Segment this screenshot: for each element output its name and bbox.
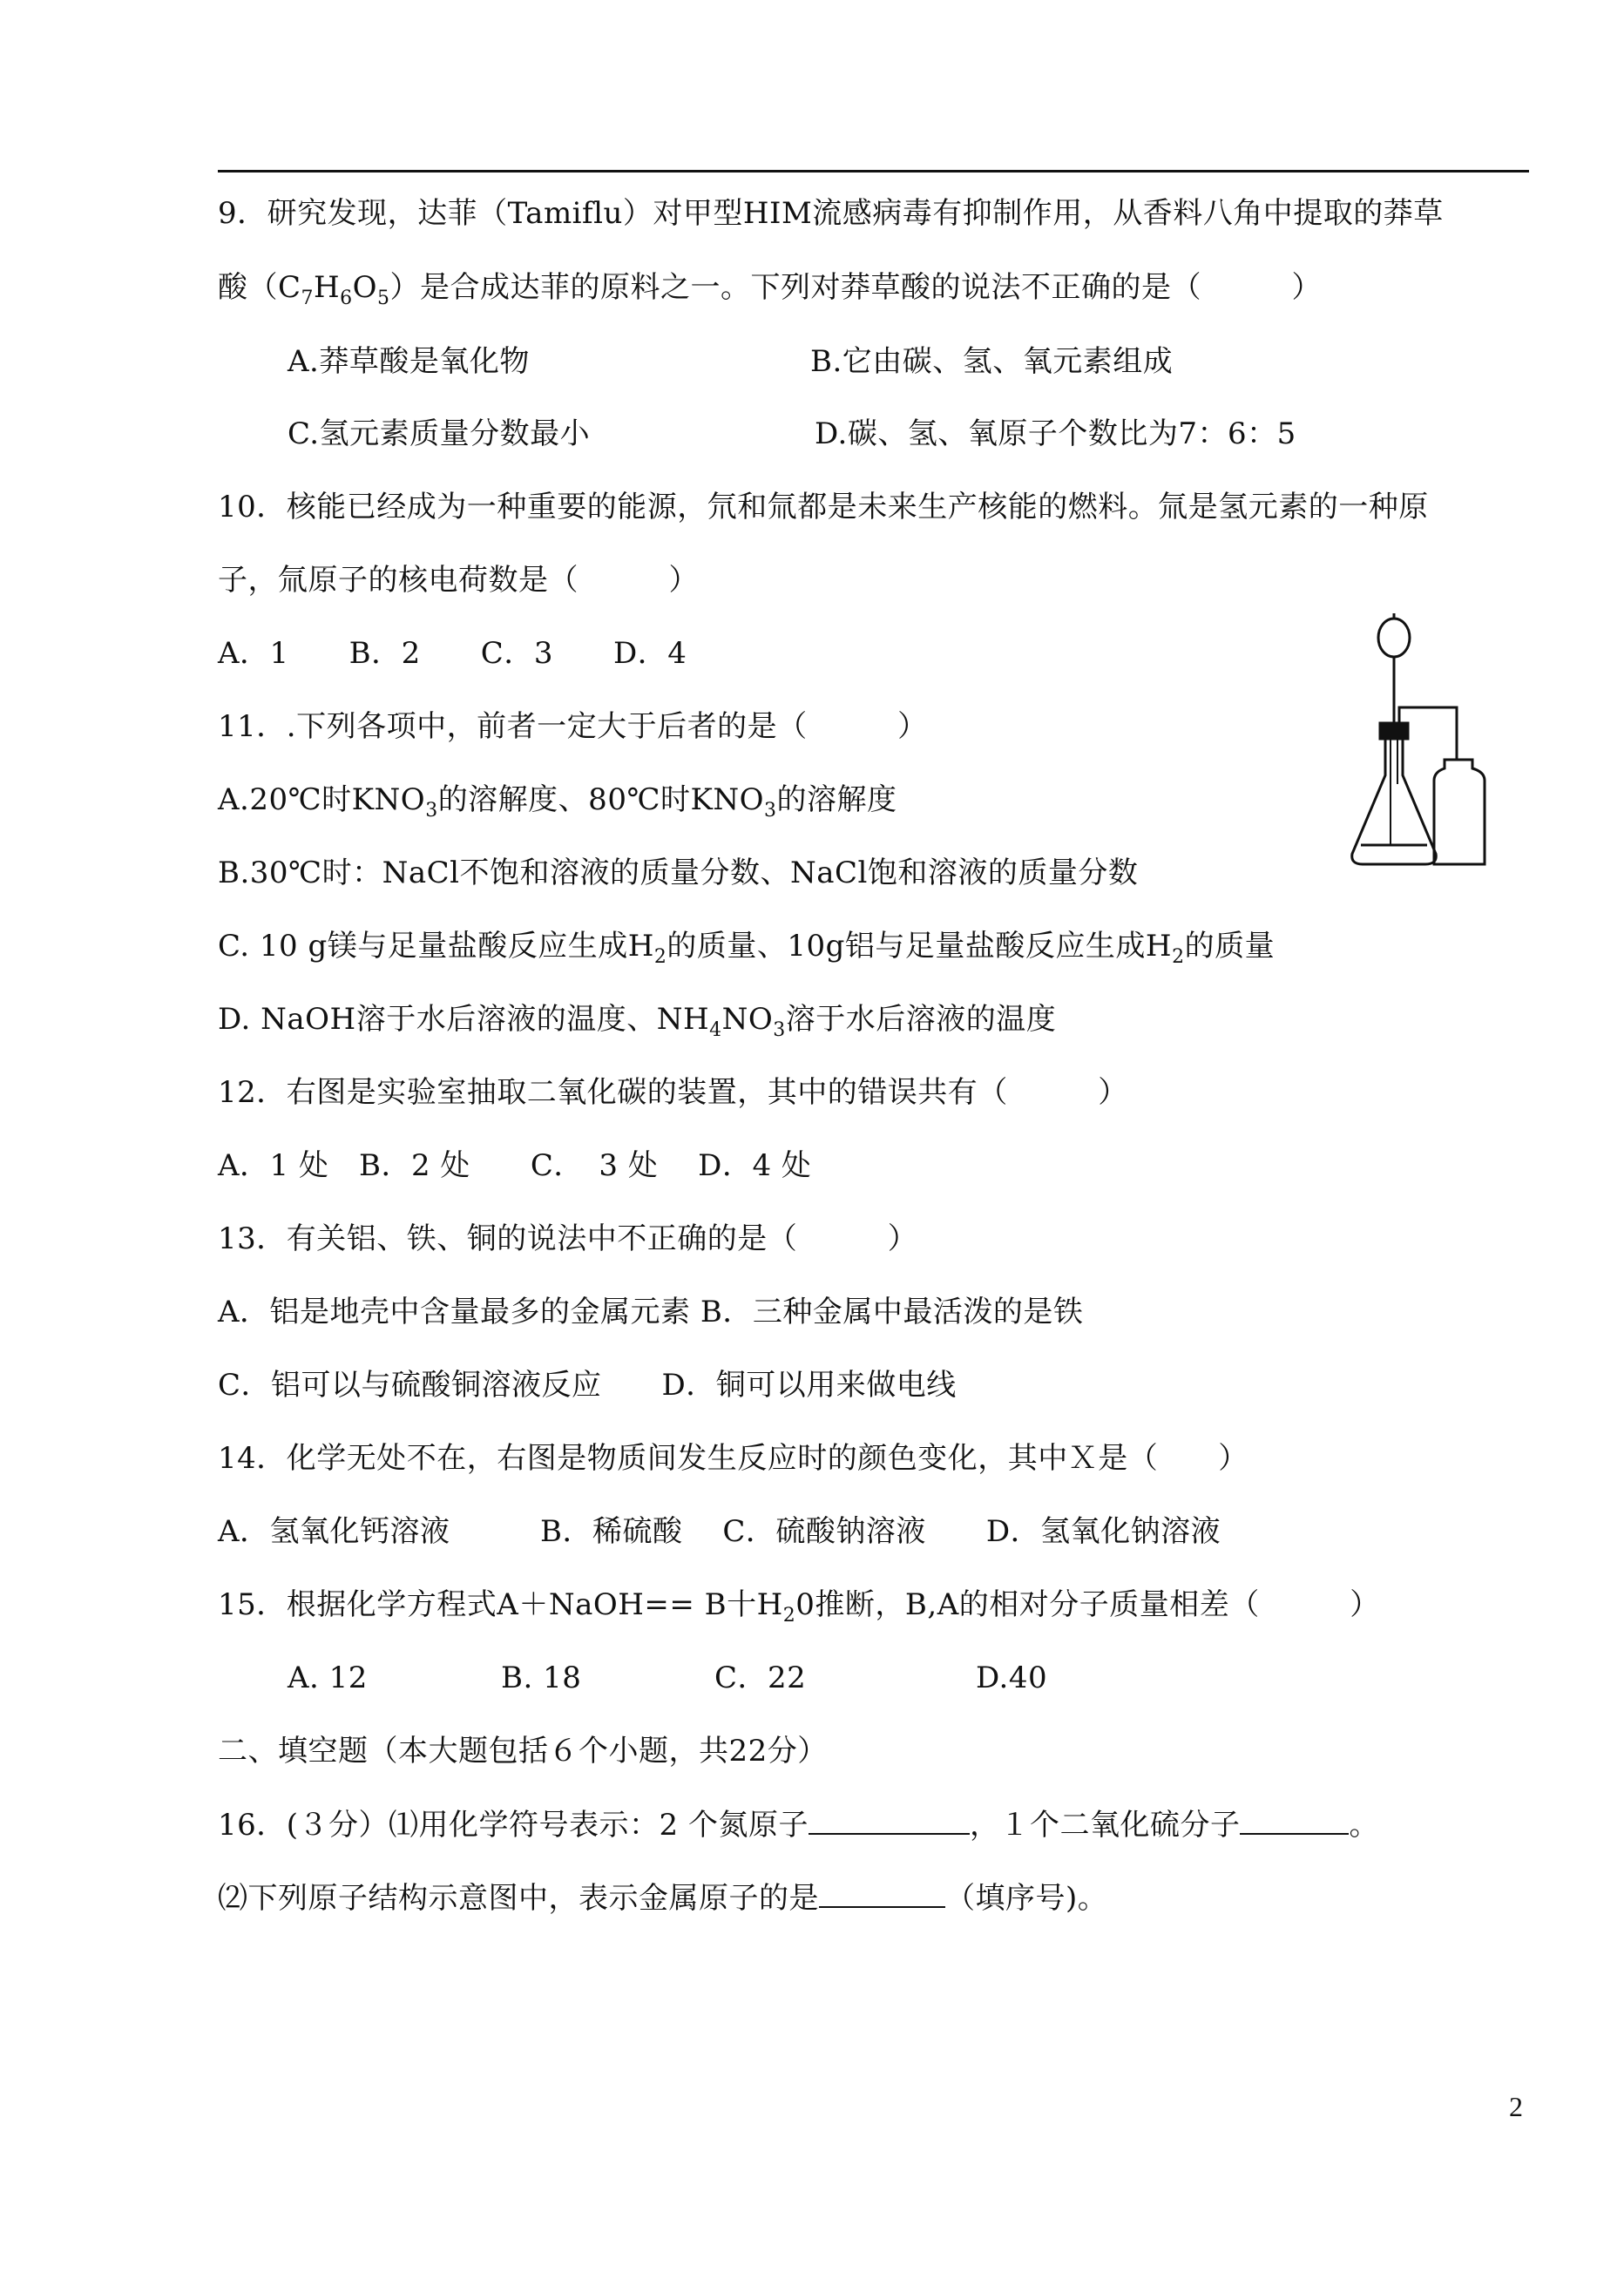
q11-a-part2: 的溶解度、80℃时KNO — [437, 782, 765, 817]
q9-option-d — [815, 416, 1296, 451]
q9-formula-pre: 酸（C — [218, 270, 301, 305]
q16-part4-text: （填序号)。 — [945, 1881, 1108, 1916]
section-2-title-text: 二、填空题（本大题包括６个小题，共22分） — [218, 1734, 828, 1769]
section-2-title — [218, 1734, 828, 1769]
q9-sub-5: 5 — [377, 287, 390, 309]
q10-line2 — [218, 563, 699, 598]
q9-sub-6: 6 — [340, 287, 353, 309]
q9-option-c — [288, 416, 590, 451]
q11-stem-text: 11．.下列各项中，前者一定大于后者的是（ ） — [218, 709, 928, 744]
q11-d-part3: 溶于水后溶液的温度 — [785, 1002, 1057, 1037]
q15-stem-part1: 15．根据化学方程式A＋NaOH== B十H — [218, 1587, 783, 1622]
q14-stem — [218, 1441, 1248, 1476]
q12-stem-text: 12．右图是实验室抽取二氧化碳的装置，其中的错误共有（ ） — [218, 1075, 1128, 1110]
q9-option-d-text: D.碳、氢、氧原子个数比为7：6：5 — [815, 416, 1296, 451]
q15-option-d-text: D.40 — [976, 1661, 1048, 1695]
q14-options — [218, 1514, 1221, 1549]
q10-stem-end: 子，氚原子的核电荷数是（ ） — [218, 563, 699, 598]
q11-c-sub1: 2 — [653, 945, 667, 968]
q10-options — [218, 636, 687, 671]
q14-options-text: A．氢氧化钙溶液 B．稀硫酸 C．硫酸钠溶液 D．氢氧化钠溶液 — [218, 1514, 1221, 1549]
flask-stopper — [1380, 723, 1408, 739]
q9-formula-o: O — [352, 270, 378, 305]
q11-option-a — [218, 782, 897, 822]
q9-line1 — [218, 196, 1444, 231]
q10-options-text: A．1 B．2 C．3 D．4 — [218, 636, 687, 671]
q11-c-sub2: 2 — [1172, 945, 1185, 968]
q11-a-part3: 的溶解度 — [776, 782, 897, 817]
co2-apparatus-figure — [1342, 610, 1490, 880]
q15-option-c-text: C．22 — [714, 1661, 807, 1695]
q16-blank-nitrogen-atoms[interactable] — [809, 1807, 970, 1835]
q16-part3-text: ⑵下列原子结构示意图中，表示金属原子的是 — [218, 1881, 819, 1916]
q16-period: 。 — [1349, 1808, 1379, 1843]
q11-d-part2: NO — [721, 1002, 774, 1037]
q9-option-b-text: B.它由碳、氢、氧元素组成 — [810, 344, 1174, 379]
q15-option-b — [501, 1661, 581, 1695]
q11-b-text: B.30℃时：NaCl不饱和溶液的质量分数、NaCl饱和溶液的质量分数 — [218, 856, 1139, 890]
q10-stem-text: 10．核能已经成为一种重要的能源，氘和氚都是未来生产核能的燃料。氚是氢元素的一种原 — [218, 490, 1429, 524]
q10-line1 — [218, 490, 1429, 524]
q16-part1-text: 16．(３分）⑴用化学符号表示：2 个氮原子 — [218, 1808, 809, 1843]
q13-stem-text: 13．有关铝、铁、铜的说法中不正确的是（ ） — [218, 1221, 918, 1256]
q12-stem — [218, 1075, 1128, 1110]
q11-option-d — [218, 1002, 1057, 1041]
q16-blank-metal-atom[interactable] — [819, 1880, 945, 1908]
q11-a-part1: A.20℃时KNO — [218, 782, 426, 817]
q11-option-b — [218, 856, 1138, 890]
q15-stem-part2: 0推断，B,A的相对分子质量相差（ ） — [795, 1587, 1380, 1622]
q12-options — [218, 1148, 811, 1183]
q9-option-c-text: C.氢元素质量分数最小 — [288, 416, 591, 451]
q9-sub-7: 7 — [301, 287, 315, 309]
q11-a-sub1: 3 — [425, 799, 438, 822]
q9-option-a-text: A.莽草酸是氧化物 — [288, 344, 530, 379]
q15-option-a — [288, 1661, 368, 1695]
q9-formula-h: H — [314, 270, 341, 305]
q11-stem — [218, 709, 928, 744]
q15-stem-sub: 2 — [782, 1604, 796, 1627]
q11-d-sub2: 3 — [773, 1018, 786, 1041]
q12-options-text: A．1 处 B．2 处 C． 3 处 D．4 处 — [218, 1148, 812, 1183]
q9-stem-end: ）是合成达菲的原料之一。下列对莽草酸的说法不正确的是（ ） — [389, 270, 1323, 305]
q11-d-part1: D. NaOH溶于水后溶液的温度、NH — [218, 1002, 710, 1037]
q13-options-ab-text: A．铝是地壳中含量最多的金属元素 B．三种金属中最活泼的是铁 — [218, 1295, 1084, 1329]
q9-option-b — [810, 344, 1173, 379]
q11-option-c — [218, 929, 1276, 968]
q16-line2 — [218, 1880, 1107, 1916]
q11-c-part3: 的质量 — [1184, 929, 1276, 964]
q16-line1 — [218, 1807, 1379, 1843]
q15-option-d — [976, 1661, 1047, 1695]
q9-stem-text: 9．研究发现，达菲（Tamiflu）对甲型HIM流感病毒有抑制作用，从香料八角中提取的莽草 — [218, 196, 1444, 231]
header-rule — [218, 170, 1529, 172]
q13-stem — [218, 1221, 917, 1256]
q9-option-a — [288, 344, 530, 379]
q16-blank-so2-molecule[interactable] — [1240, 1807, 1349, 1835]
q11-a-sub2: 3 — [764, 799, 777, 822]
q15-stem — [218, 1587, 1380, 1627]
q13-options-ab — [218, 1295, 1083, 1329]
q13-options-cd — [218, 1368, 957, 1403]
q15-option-a-text: A. 12 — [288, 1661, 368, 1695]
q15-option-b-text: B. 18 — [501, 1661, 582, 1695]
q16-part2-text: ，１个二氧化硫分子 — [969, 1808, 1241, 1843]
q9-line2 — [218, 270, 1323, 309]
q11-c-part1: C. 10 g镁与足量盐酸反应生成H — [218, 929, 654, 964]
gas-collecting-bottle — [1434, 760, 1485, 864]
q14-stem-text: 14．化学无处不在，右图是物质间发生反应时的颜色变化，其中Ｘ是（ ） — [218, 1441, 1248, 1476]
q15-option-c — [714, 1661, 806, 1695]
q11-d-sub1: 4 — [709, 1018, 722, 1041]
q11-c-part2: 的质量、10g铝与足量盐酸反应生成H — [667, 929, 1173, 964]
q13-options-cd-text: C．铝可以与硫酸铜溶液反应 D．铜可以用来做电线 — [218, 1368, 957, 1403]
page-number: 2 — [1509, 2091, 1523, 2122]
funnel-bulb — [1378, 619, 1410, 657]
